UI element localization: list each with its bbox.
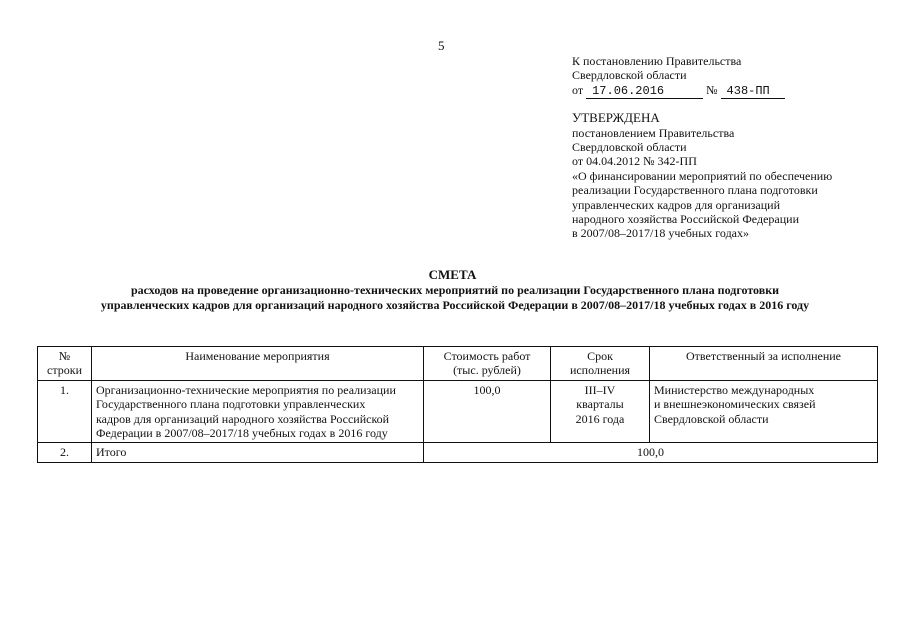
row-term-line: 2016 года [575,411,625,426]
row-name-line: Организационно-технические мероприятия по реализации [96,382,396,397]
row-name-line: Государственного плана подготовки управленческих [96,397,366,412]
approved-line: «О финансировании мероприятий по обеспечению [572,168,833,183]
document-title: СМЕТА [428,267,477,282]
header-name: Наименование мероприятия [92,347,424,381]
approved-line: от 04.04.2012 № 342-ПП [572,154,697,169]
header-num [38,347,92,381]
row-cost: 100,0 [424,380,551,443]
table-total-row [38,443,878,462]
approved-title: УТВЕРЖДЕНА [572,110,660,125]
number-prefix: № [706,82,718,97]
subtitle-line-2: управленческих кадров для организаций народного хозяйства Российской Федерации в 2007/08–2017/18 учебных годах в 2016 году [100,298,810,312]
page-number: 5 [438,38,445,53]
approved-line: Свердловской области [572,139,687,154]
resolution-header [572,54,872,99]
row-term [551,380,650,443]
header-cost-line-2: (тыс. рублей) [453,363,521,378]
row-responsible-line: Министерство международных [654,382,815,397]
row-num: 1. [38,380,92,443]
header-num-line-2: строки [47,363,82,378]
document-subtitle [40,283,870,313]
resolution-date: 17.06.2016 [586,84,703,99]
resolution-number: 438-ПП [721,84,785,99]
row-name [92,380,424,443]
approved-line: реализации Государственного плана подготовки [572,183,818,198]
approved-line: в 2007/08–2017/18 учебных годах» [572,226,749,241]
header-responsible: Ответственный за исполнение [650,347,878,381]
header-cost-line-1: Стоимость работ [443,349,531,363]
header-date-line [572,83,872,99]
row-name-line: кадров для организаций народного хозяйства Российской [96,411,390,426]
header-term-line-1: Срок [587,349,613,363]
total-label: Итого [92,443,424,462]
row-name-line: Федерации в 2007/08–2017/18 учебных годах в 2016 году [96,425,388,440]
table-row [38,380,878,443]
approved-line: постановлением Правительства [572,125,735,140]
estimate-table [37,346,878,463]
table-header-row [38,347,878,381]
row-responsible-line: и внешнеэкономических связей [654,397,816,412]
total-value: 100,0 [424,443,878,462]
subtitle-line-1: расходов на проведение организационно-технических мероприятий по реализации Государственного плана подготовки [130,283,780,297]
header-line-1: К постановлению Правительства [572,54,742,68]
row-term-line: кварталы [576,397,624,412]
row-responsible-line: Свердловской области [654,411,769,426]
header-num-line-1: № [58,349,71,363]
approved-line: управленческих кадров для организаций [572,197,781,212]
total-num: 2. [38,443,92,462]
header-line-2: Свердловской области [572,68,687,83]
date-prefix: от [572,82,584,97]
header-term [551,347,650,381]
header-term-line-2: исполнения [569,363,631,378]
approved-block [572,110,882,241]
approved-line: народного хозяйства Российской Федерации [572,211,799,226]
header-cost [424,347,551,381]
row-responsible [650,380,878,443]
row-term-line: III–IV [584,382,616,397]
